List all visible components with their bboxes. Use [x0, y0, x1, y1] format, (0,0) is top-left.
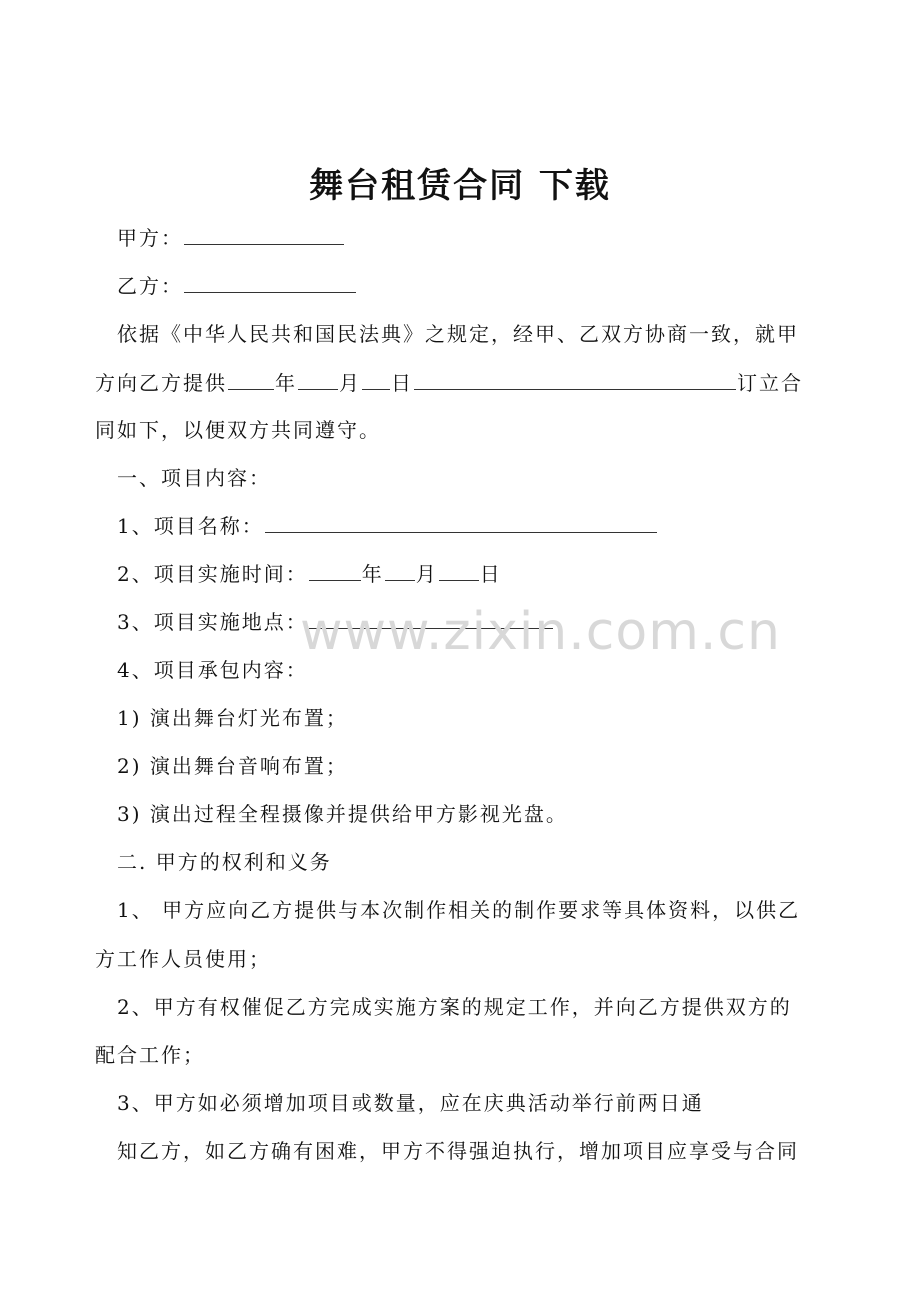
item-1-blank [265, 512, 657, 533]
watermark-text: www.zixin.com.cn [300, 602, 781, 662]
clause-a1-line-2: 方工作人员使用； [95, 947, 271, 971]
intro-day-label: 日 [391, 371, 413, 395]
sub-item-3: 3) 演出过程全程摄像并提供给甲方影视光盘。 [117, 802, 568, 826]
item-2-year-label: 年 [361, 562, 384, 586]
clause-a3-line-2: 知乙方，如乙方确有困难，甲方不得强迫执行，增加项目应享受与合同 [117, 1139, 799, 1163]
item-2-label: 2、项目实施时间： [117, 562, 308, 586]
clause-a2-line-1: 2、甲方有权催促乙方完成实施方案的规定工作，并向乙方提供双方的 [117, 995, 792, 1019]
item-3-label: 3、项目实施地点： [117, 610, 308, 634]
intro-month-blank [298, 369, 338, 390]
intro-line-1: 依据《中华人民共和国民法典》之规定，经甲、乙双方协商一致，就甲 [117, 322, 799, 346]
item-3-blank [309, 608, 553, 629]
sub-item-1: 1) 演出舞台灯光布置； [117, 706, 348, 730]
intro-provide-text: 方向乙方提供 [95, 371, 227, 395]
item-2-day-label: 日 [479, 562, 502, 586]
intro-year-label: 年 [275, 371, 297, 395]
intro-line-2 [95, 369, 803, 397]
section-2-heading: 二. 甲方的权利和义务 [117, 850, 332, 874]
party-a-label: 甲方： [117, 226, 183, 250]
intro-item-blank [414, 369, 736, 390]
intro-day-blank [362, 369, 390, 390]
item-2-line [117, 560, 502, 588]
intro-line-3: 同如下，以便双方共同遵守。 [95, 418, 381, 442]
item-2-year-blank [309, 560, 361, 581]
sub-item-2: 2) 演出舞台音响布置； [117, 754, 348, 778]
item-2-month-blank [385, 560, 415, 581]
item-2-month-label: 月 [415, 562, 438, 586]
item-3-line [117, 608, 554, 636]
intro-sign-text: 订立合 [737, 371, 803, 395]
document-title: 舞台租赁合同 下载 [309, 166, 611, 206]
item-1-line [117, 512, 658, 540]
clause-a1-line-1: 1、 甲方应向乙方提供与本次制作相关的制作要求等具体资料，以供乙 [117, 898, 801, 922]
party-b-line [117, 272, 357, 300]
intro-year-blank [228, 369, 274, 390]
item-2-day-blank [439, 560, 479, 581]
item-1-label: 1、项目名称： [117, 514, 264, 538]
party-b-label: 乙方： [117, 274, 183, 298]
party-a-line [117, 224, 345, 252]
clause-a3-line-1: 3、甲方如必须增加项目或数量，应在庆典活动举行前两日通 [117, 1091, 704, 1115]
party-b-blank [184, 272, 356, 293]
intro-month-label: 月 [339, 371, 361, 395]
section-1-heading: 一、项目内容： [117, 466, 271, 490]
clause-a2-line-2: 配合工作； [95, 1043, 205, 1067]
party-a-blank [184, 224, 344, 245]
item-4-line: 4、项目承包内容： [117, 658, 308, 682]
